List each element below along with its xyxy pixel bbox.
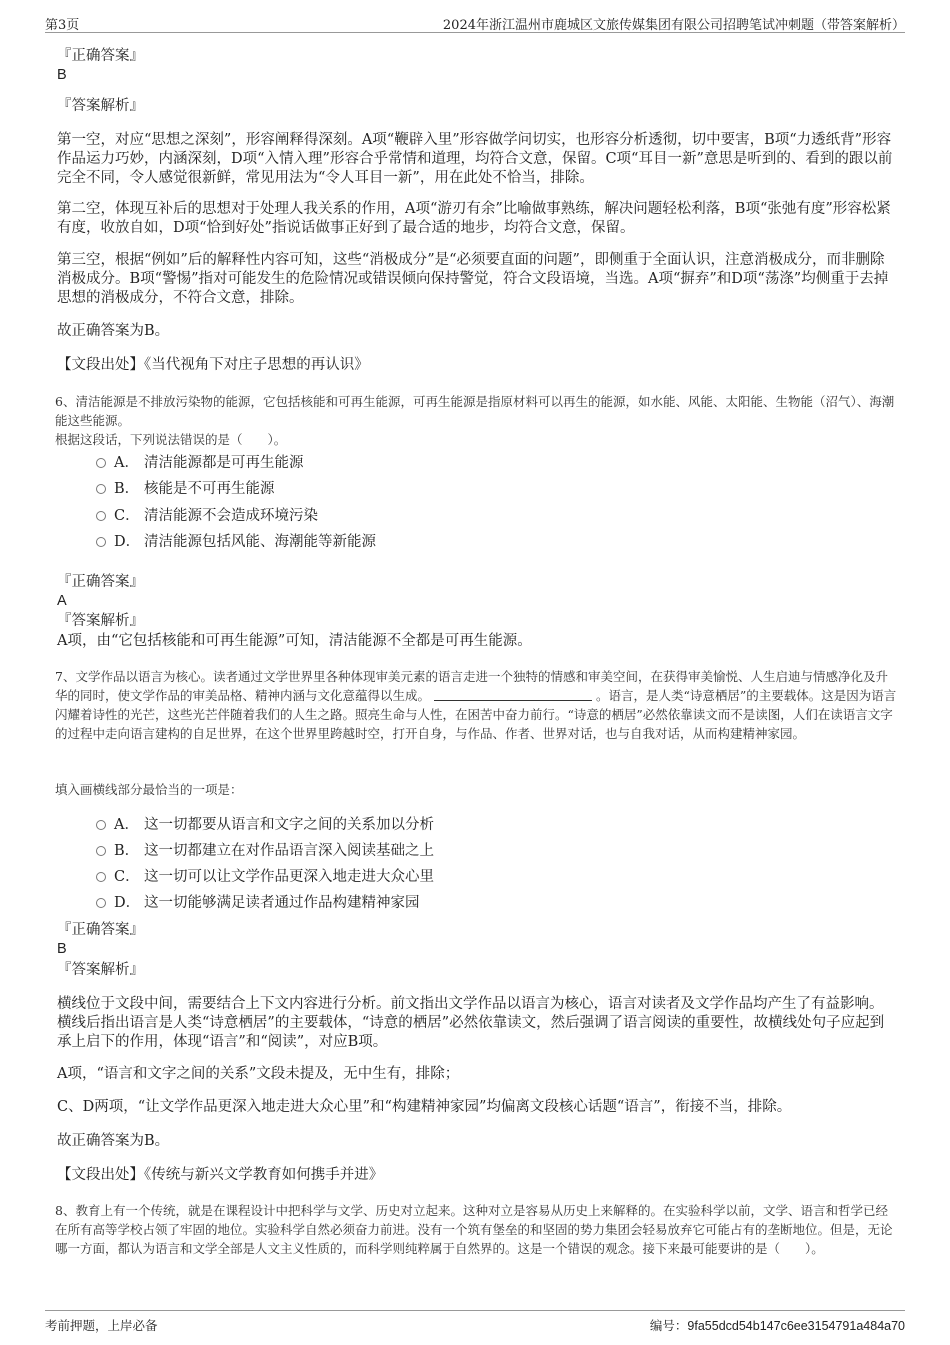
answer-label: 『正确答案』	[57, 574, 144, 590]
answer-label: 『正确答案』	[57, 48, 144, 64]
radio-icon[interactable]	[96, 846, 106, 856]
page-header	[45, 12, 905, 33]
analysis-label: 『答案解析』	[57, 962, 144, 978]
radio-icon[interactable]	[96, 458, 106, 468]
analysis-label: 『答案解析』	[57, 98, 144, 114]
analysis-paragraph: 第二空，体现互补后的思想对于处理人我关系的作用，A项“游刃有余”比喻做事熟练，解决问题轻松利落，B项“张弛有度”形容松紧有度，收放自如，D项“恰到好处”指说话做事正好到了最合适的地步，均符合文意，保留。	[57, 201, 891, 236]
radio-icon[interactable]	[96, 484, 106, 494]
analysis-paragraph: C、D两项，“让文学作品更深入地走进大众心里”和“构建精神家园”均偏离文段核心话题“语言”，衔接不当，排除。	[57, 1099, 792, 1115]
conclusion: 故正确答案为B。	[57, 1133, 170, 1149]
source-citation: 【文段出处】《当代视角下对庄子思想的再认识》	[57, 357, 369, 373]
document-title: 2024年浙江温州市鹿城区文旅传媒集团有限公司招聘笔试冲刺题（带答案解析）	[442, 18, 905, 33]
question-stem: 8、教育上有一个传统，就是在课程设计中把科学与文学、历史对立起来。这种对立是容易从历史上来解释的。在实验科学以前，文学、语言和哲学已经在所有高等学校占领了牢固的地位。实验科学自然必须奋力前进。没有一个筑有堡垒的和坚固的势力集团会轻易放弃它可能占有的垄断地位。但是，无论哪一方面，都认为语言和文学全部是人文主义性质的，而科学则纯粹属于自然界的。这是一个错误的观念。接下来最可能要讲的是（ ）。	[55, 1203, 893, 1256]
fill-blank-line	[434, 688, 592, 701]
page-footer	[45, 1310, 905, 1333]
option-c[interactable]: C． 这一切可以让文学作品更深入地走进大众心里	[96, 868, 434, 887]
source-citation: 【文段出处】《传统与新兴文学教育如何携手并进》	[57, 1167, 384, 1183]
question-stem: 7、文学作品以语言为核心。读者通过文学世界里各种体现审美元素的语言走进一个独特的情感和审美空间，在获得审美愉悦、人生启迪与情感净化及升华的同时，使文学作品的审美品格、精神内涵与文化意蕴得以生成。 。语言，是人类“诗意栖居”的主要载体。这是因为语言闪耀着诗性的光芒，这些光芒伴随着我们的人生之路。照亮生命与人性，在困苦中奋力前行。“诗意的栖居”必然依靠读文而不是读图，人们在读语言文字的过程中走向语言建构的自足世界，在这个世界里跨越时空，打开自身，与作品、作者、世界对话，也与自我对话，从而构建精神家园。	[55, 669, 897, 741]
analysis-label: 『答案解析』	[57, 613, 144, 629]
conclusion: 故正确答案为B。	[57, 323, 170, 339]
radio-icon[interactable]	[96, 872, 106, 882]
option-a[interactable]: A． 清洁能源都是可再生能源	[96, 454, 304, 473]
radio-icon[interactable]	[96, 537, 106, 547]
question-prompt: 根据这段话，下列说法错误的是（ ）。	[55, 432, 287, 447]
correct-answer: B	[57, 941, 67, 957]
answer-label: 『正确答案』	[57, 922, 144, 938]
analysis-paragraph: 第三空，根据“例如”后的解释性内容可知，这些“消极成分”是“必须要直面的问题”，即侧重于全面认识，注意消极成分，而非删除消极成分。B项“警惕”指对可能发生的危险情况或错误倾向保持警觉，符合文段语境，当选。A项“摒弃”和D项“荡涤”均侧重于去掉思想的消极成分，不符合文意，排除。	[57, 252, 889, 306]
analysis-paragraph: A项，“语言和文字之间的关系”文段未提及，无中生有，排除；	[57, 1066, 460, 1082]
correct-answer: A	[57, 593, 67, 609]
option-d[interactable]: D． 清洁能源包括风能、海潮能等新能源	[96, 533, 376, 552]
option-d[interactable]: D． 这一切能够满足读者通过作品构建精神家园	[96, 894, 420, 913]
option-b[interactable]: B． 这一切都建立在对作品语言深入阅读基础之上	[96, 842, 434, 861]
footer-slogan: 考前押题，上岸必备	[45, 1318, 158, 1333]
question-prompt: 填入画横线部分最恰当的一项是：	[55, 782, 243, 797]
correct-answer: B	[57, 67, 67, 83]
radio-icon[interactable]	[96, 898, 106, 908]
option-a[interactable]: A． 这一切都要从语言和文字之间的关系加以分析	[96, 816, 434, 835]
analysis-paragraph: 第一空，对应“思想之深刻”，形容阐释得深刻。A项“鞭辟入里”形容做学问切实，也形容分析透彻，切中要害，B项“力透纸背”形容作品运力巧妙，内涵深刻，D项“入情入理”形容合乎常情和道理，均符合文意，保留。C项“耳目一新”意思是听到的、看到的跟以前完全不同，令人感觉很新鲜，常见用法为“令人耳目一新”，用在此处不恰当，排除。	[57, 132, 893, 186]
option-c[interactable]: C． 清洁能源不会造成环境污染	[96, 507, 318, 526]
analysis-paragraph: A项，由“它包括核能和可再生能源”可知，清洁能源不全都是可再生能源。	[57, 633, 532, 649]
radio-icon[interactable]	[96, 511, 106, 521]
document-code: 编号：9fa55dcd54b147c6ee3154791a484a70	[649, 1318, 905, 1333]
page-number: 第3页	[45, 18, 80, 33]
option-b[interactable]: B． 核能是不可再生能源	[96, 480, 275, 499]
question-stem: 6、清洁能源是不排放污染物的能源，它包括核能和可再生能源，可再生能源是指原材料可以再生的能源，如水能、风能、太阳能、生物能（沼气）、海潮能这些能源。	[55, 394, 895, 428]
analysis-paragraph: 横线位于文段中间，需要结合上下文内容进行分析。前文指出文学作品以语言为核心，语言对读者及文学作品均产生了有益影响。横线后指出语言是人类“诗意栖居”的主要载体，“诗意的栖居”必然依靠读文，然后强调了语言阅读的重要性，故横线处句子应起到承上启下的作用，体现“语言”和“阅读”，对应B项。	[57, 996, 885, 1050]
radio-icon[interactable]	[96, 820, 106, 830]
